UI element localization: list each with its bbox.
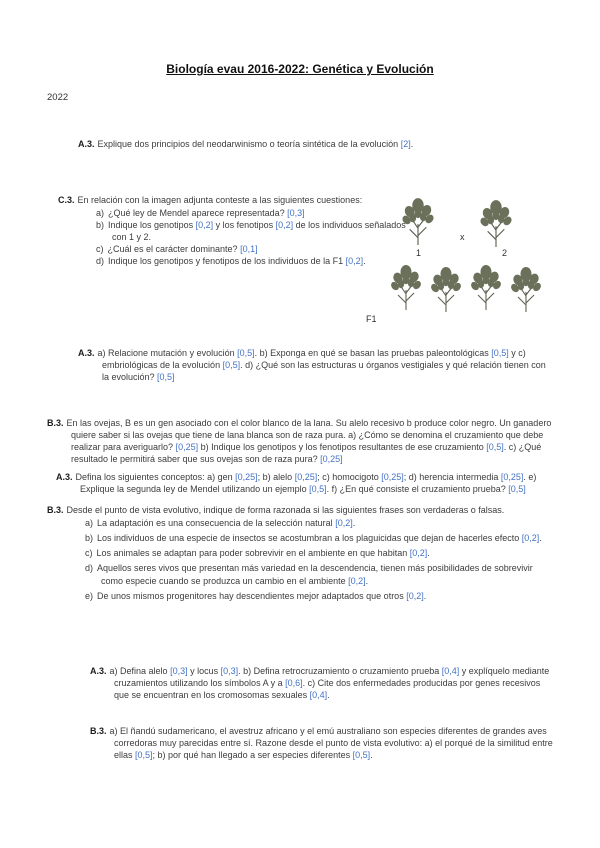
question-text: Explique dos principios del neodarwinismo o teoría sintética de la evolución [2]. — [97, 139, 414, 149]
question-label: C.3. — [58, 195, 75, 205]
question-text: En relación con la imagen adjunta conteste a las siguientes cuestiones: — [77, 195, 363, 205]
question-b3-ovejas — [47, 417, 553, 465]
f1-plant-icon — [506, 264, 546, 314]
sub-question — [96, 207, 408, 219]
item-marker: e) — [85, 591, 94, 601]
sub-question-list — [96, 207, 408, 267]
mendel-cross-figure — [366, 196, 552, 346]
question-a3-neodarwinismo — [78, 138, 553, 150]
question-text: a) Defina alelo [0,3] y locus [0,3]. b) Defina retrocruzamiento o cruzamiento prueba [0,4] y explíquelo mediante cruzamientos utilizando los símbolos A y a [0,6]. c) Cite dos enfermedades producidas por genes recesivos que se encuentran en los cromosomas sexuales [0,4]. — [109, 666, 550, 700]
question-text: Desde el punto de vista evolutivo, indique de forma razonada si las siguientes frases son verdaderas o falsas. — [66, 505, 505, 515]
sub-question — [96, 255, 408, 267]
sub-question — [85, 547, 553, 560]
item-text: De unos mismos progenitores hay descendientes mejor adaptados que otros [0,2]. — [97, 591, 427, 601]
question-a3-conceptos — [56, 471, 553, 495]
item-text: Aquellos seres vivos que presentan más variedad en la descendencia, tienen más posibilidades de sobrevivir como especie cuando se produzca un cambio en el ambiente [0,2]. — [97, 563, 533, 586]
f1-plant-icon — [466, 262, 506, 312]
page-title: Biología evau 2016-2022: Genética y Evolución — [166, 62, 434, 76]
question-label: B.3. — [47, 505, 64, 515]
sub-question — [85, 532, 553, 545]
f1-generation-label: F1 — [366, 314, 377, 324]
item-marker: a) — [96, 208, 105, 218]
sub-question-list — [85, 517, 553, 603]
f1-plant-icon — [426, 264, 466, 314]
sub-question — [85, 590, 553, 603]
item-text: Indique los genotipos y fenotipos de los individuos de la F1 [0,2]. — [108, 256, 366, 266]
question-text: a) Relacione mutación y evolución [0,5]. b) Exponga en qué se basan las pruebas paleontológicas [0,5] y c) embriológicas de la evolución [0,5]. d) ¿Qué son las estructuras u órganos vestigiales y qué relación tienen con la evolución? [0,5] — [97, 348, 546, 382]
parent-1-label: 1 — [416, 248, 422, 258]
item-text: ¿Qué ley de Mendel aparece representada? [0,3] — [108, 208, 305, 218]
question-a3-alelo-locus — [90, 665, 553, 701]
item-text: Los individuos de una especie de insectos se acostumbran a los plaguicidas que dejan de hacerles efecto [0,2]. — [97, 533, 542, 543]
question-a3-mutacion-evolucion — [78, 347, 553, 383]
question-label: B.3. — [90, 726, 107, 736]
parent-plant-1-icon — [396, 196, 440, 246]
sub-question — [96, 219, 408, 243]
question-b3-aves-corredoras — [90, 725, 553, 761]
question-text: En las ovejas, B es un gen asociado con el color blanco de la lana. Su alelo recesivo b produce color negro. Un ganadero quiere saber si las ovejas que tiene de lana blanca son de raza pura. a) ¿Cómo se denomina el cruzamiento que debe realizar para averiguarlo? [0,25] b) Indique los genotipos y los fenotipos resultantes de ese cruzamiento [0,5]. c) ¿Qué resultado le permitirá saber que sus ovejas son de raza pura? [0,25] — [66, 418, 552, 464]
cross-symbol: x — [460, 232, 465, 242]
item-text: Indique los genotipos [0,2] y los fenotipos [0,2] de los individuos señalados con 1 y 2. — [108, 220, 406, 242]
sub-question — [85, 517, 553, 530]
question-label: A.3. — [78, 139, 95, 149]
item-text: La adaptación es una consecuencia de la selección natural [0,2]. — [97, 518, 356, 528]
item-marker: c) — [85, 548, 93, 558]
question-text: a) El ñandú sudamericano, el avestruz africano y el emú australiano son especies diferentes de grandes aves corredoras muy parecidas entre sí. Razone desde el punto de vista evolutivo: a) el porqué de la similitud entre ellas [0,5]; b) por qué han llegado a ser especies diferentes [0,5]. — [109, 726, 553, 760]
item-text: ¿Cuál es el carácter dominante? [0,1] — [107, 244, 258, 254]
parent-2-label: 2 — [502, 248, 508, 258]
item-marker: d) — [85, 563, 94, 573]
item-marker: b) — [96, 220, 105, 230]
f1-plant-icon — [386, 262, 426, 312]
sub-question — [96, 243, 408, 255]
item-marker: b) — [85, 533, 94, 543]
question-label: A.3. — [56, 472, 73, 482]
question-b3-verdadero-falso — [47, 504, 553, 603]
question-c3-mendel-figure — [58, 194, 408, 267]
item-text: Los animales se adaptan para poder sobrevivir en el ambiente en que habitan [0,2]. — [96, 548, 430, 558]
item-marker: a) — [85, 518, 94, 528]
question-text: Defina los siguientes conceptos: a) gen [0,25]; b) alelo [0,25]; c) homocigoto [0,25]; d) herencia intermedia [0,25]. e) Explique la segunda ley de Mendel utilizando un ejemplo [0,5]. f) ¿En qué consiste el cruzamiento prueba? [0,5] — [75, 472, 537, 494]
question-label: A.3. — [78, 348, 95, 358]
item-marker: d) — [96, 256, 105, 266]
parent-plant-2-icon — [474, 198, 518, 248]
year-label: 2022 — [47, 92, 69, 103]
item-marker: c) — [96, 244, 104, 254]
question-label: A.3. — [90, 666, 107, 676]
sub-question — [85, 562, 553, 588]
question-label: B.3. — [47, 418, 64, 428]
